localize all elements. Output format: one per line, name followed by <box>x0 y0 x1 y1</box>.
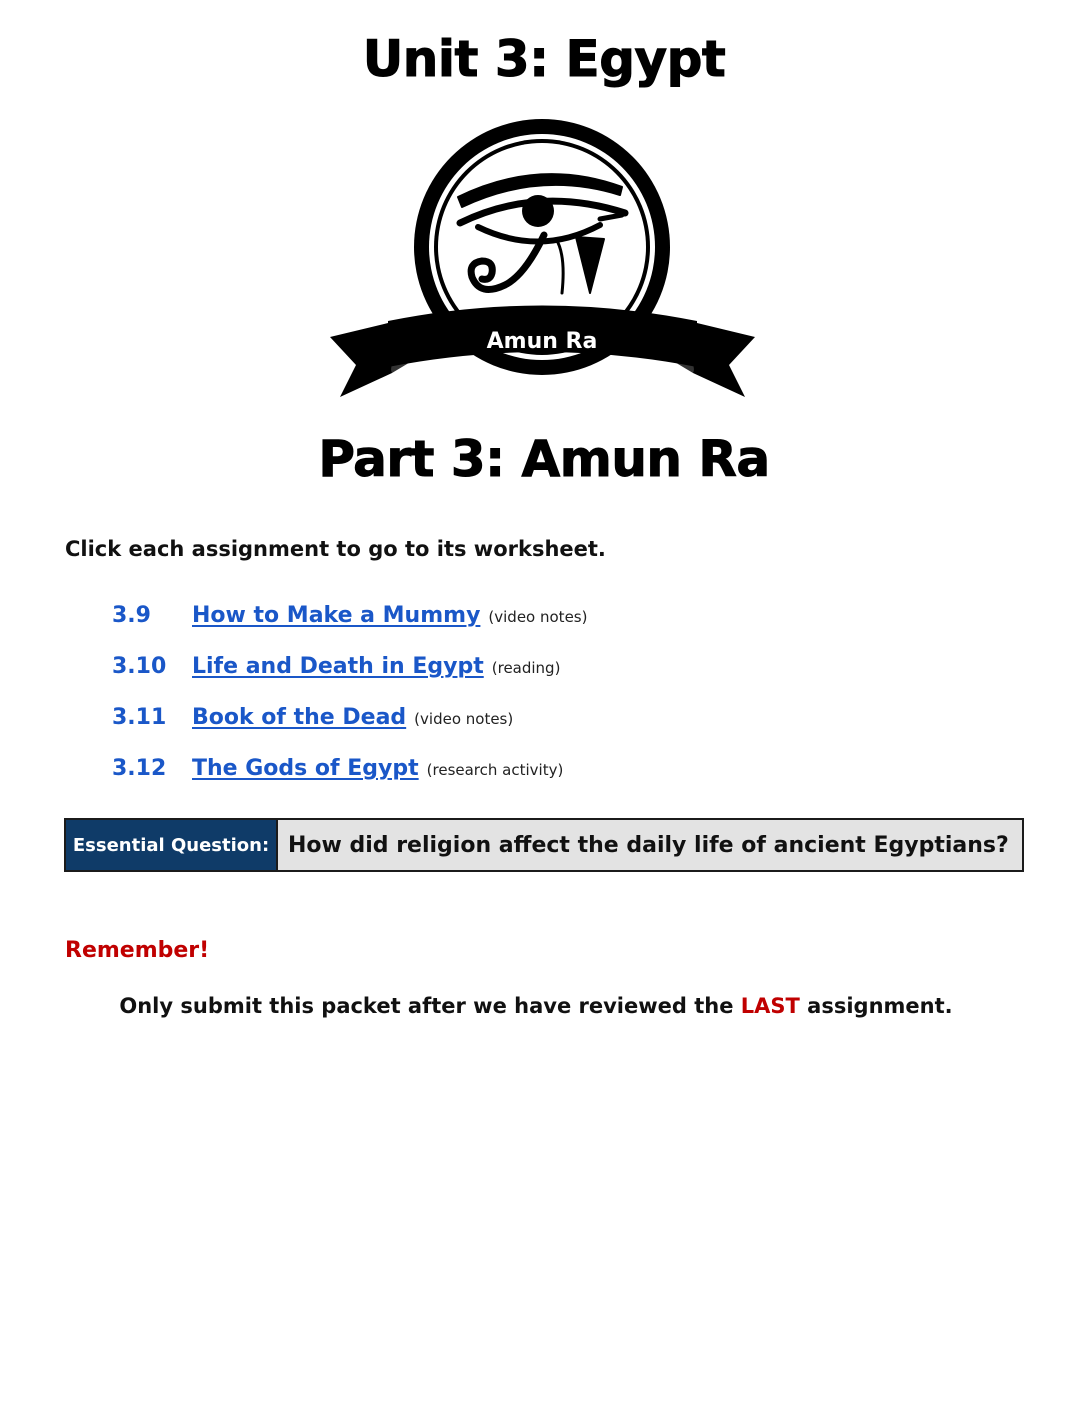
assignment-list <box>112 603 587 807</box>
assignment-title: How to Make a Mummy <box>192 603 481 628</box>
list-item <box>112 654 587 705</box>
part-title: Part 3: Amun Ra <box>318 430 770 488</box>
assignment-link-3-11[interactable] <box>112 705 406 730</box>
assignment-type: (video notes) <box>414 710 514 728</box>
submit-note-after: assignment. <box>807 994 953 1018</box>
remember-heading: Remember! <box>65 938 210 963</box>
assignment-type: (reading) <box>491 659 561 677</box>
banner-text: Amun Ra <box>486 329 598 354</box>
submit-note <box>0 994 1072 1018</box>
essential-question-text: How did religion affect the daily life of ancient Egyptians? <box>278 820 1022 870</box>
list-item <box>112 705 587 756</box>
assignment-link-3-10[interactable] <box>112 654 484 679</box>
eye-of-ra-icon <box>330 115 755 410</box>
assignment-type: (research activity) <box>426 761 564 779</box>
essential-question-label: Essential Question: <box>66 820 278 870</box>
instruction-text: Click each assignment to go to its worksheet. <box>65 537 606 561</box>
assignment-number: 3.11 <box>112 705 167 730</box>
page-title: Unit 3: Egypt <box>362 30 726 88</box>
list-item <box>112 603 587 654</box>
assignment-title: Book of the Dead <box>192 705 407 730</box>
assignment-link-3-9[interactable] <box>112 603 480 628</box>
assignment-link-3-12[interactable] <box>112 756 419 781</box>
assignment-type: (video notes) <box>488 608 588 626</box>
list-item <box>112 756 587 807</box>
assignment-title: The Gods of Egypt <box>192 756 419 781</box>
submit-note-before: Only submit this packet after we have reviewed the <box>119 994 734 1018</box>
assignment-number: 3.12 <box>112 756 167 781</box>
assignment-number: 3.9 <box>112 603 151 628</box>
assignment-number: 3.10 <box>112 654 167 679</box>
submit-note-highlight: LAST <box>740 994 800 1018</box>
assignment-title: Life and Death in Egypt <box>192 654 484 679</box>
essential-question-box <box>64 818 1024 872</box>
